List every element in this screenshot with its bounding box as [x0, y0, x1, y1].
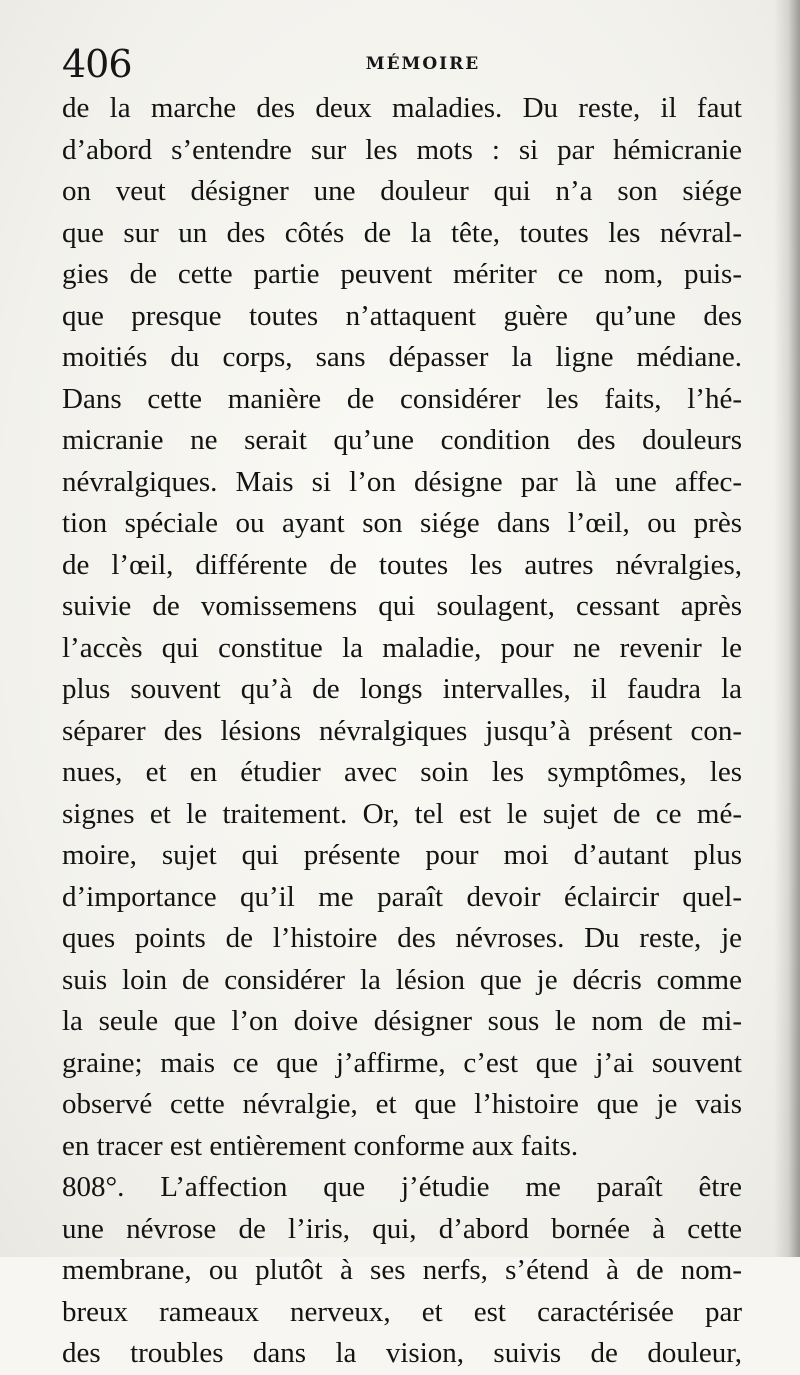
text-line: nues, et en étudier avec soin les symptômes, les: [62, 756, 742, 788]
text-line: Dans cette manière de considérer les faits, l’hé-: [62, 382, 742, 415]
text-line: on veut désigner une douleur qui n’a son siége: [62, 175, 742, 207]
body-text: [62, 88, 742, 1375]
text-line: 808°. L’affection que j’étudie me paraît être: [62, 1171, 742, 1203]
spine-shadow: [774, 0, 800, 1257]
text-line: ques points de l’histoire des névroses. Du reste, je: [62, 922, 742, 954]
text-line: l’accès qui constitue la maladie, pour ne revenir le: [62, 631, 742, 664]
text-line: breux rameaux nerveux, et est caractérisée par: [62, 1295, 742, 1328]
text-line: des troubles dans la vision, suivis de douleur,: [62, 1337, 742, 1369]
text-line: en tracer est entièrement conforme aux faits.: [62, 1129, 579, 1162]
text-line: gies de cette partie peuvent mériter ce nom, puis-: [62, 258, 742, 290]
text-line: membrane, ou plutôt à ses nerfs, s’étend à de nom-: [62, 1254, 742, 1286]
text-line: plus souvent qu’à de longs intervalles, il faudra la: [62, 673, 742, 705]
text-line: que presque toutes n’attaquent guère qu’une des: [62, 299, 742, 332]
text-line: micranie ne serait qu’une condition des douleurs: [62, 424, 742, 456]
text-line: d’abord s’entendre sur les mots : si par hémicranie: [62, 133, 742, 166]
text-line: de la marche des deux maladies. Du reste, il faut: [62, 92, 742, 124]
text-line: d’importance qu’il me paraît devoir éclaircir quel-: [62, 880, 742, 913]
text-line: observé cette névralgie, et que l’histoire que je vais: [62, 1088, 742, 1120]
text-line: moire, sujet qui présente pour moi d’autant plus: [62, 839, 742, 871]
page-number: 406: [62, 42, 132, 86]
text-line: la seule que l’on doive désigner sous le nom de mi-: [62, 1005, 742, 1037]
text-line: suis loin de considérer la lésion que je décris comme: [62, 963, 742, 996]
text-line: tion spéciale ou ayant son siége dans l’œil, ou près: [62, 507, 742, 539]
page-header: [58, 42, 748, 86]
running-head: MÉMOIRE: [365, 54, 481, 74]
text-line: de l’œil, différente de toutes les autres névralgies,: [62, 548, 742, 581]
text-line: que sur un des côtés de la tête, toutes les névral-: [62, 216, 742, 249]
text-line: signes et le traitement. Or, tel est le sujet de ce mé-: [62, 797, 742, 830]
text-line: suivie de vomissemens qui soulagent, cessant après: [62, 590, 742, 622]
text-line: névralgiques. Mais si l’on désigne par là une affec-: [62, 465, 742, 498]
text-line: une névrose de l’iris, qui, d’abord bornée à cette: [62, 1212, 742, 1245]
text-line: séparer des lésions névralgiques jusqu’à présent con-: [62, 714, 742, 747]
text-line: graine; mais ce que j’affirme, c’est que j’ai souvent: [62, 1046, 742, 1079]
text-line: moitiés du corps, sans dépasser la ligne médiane.: [62, 341, 742, 373]
